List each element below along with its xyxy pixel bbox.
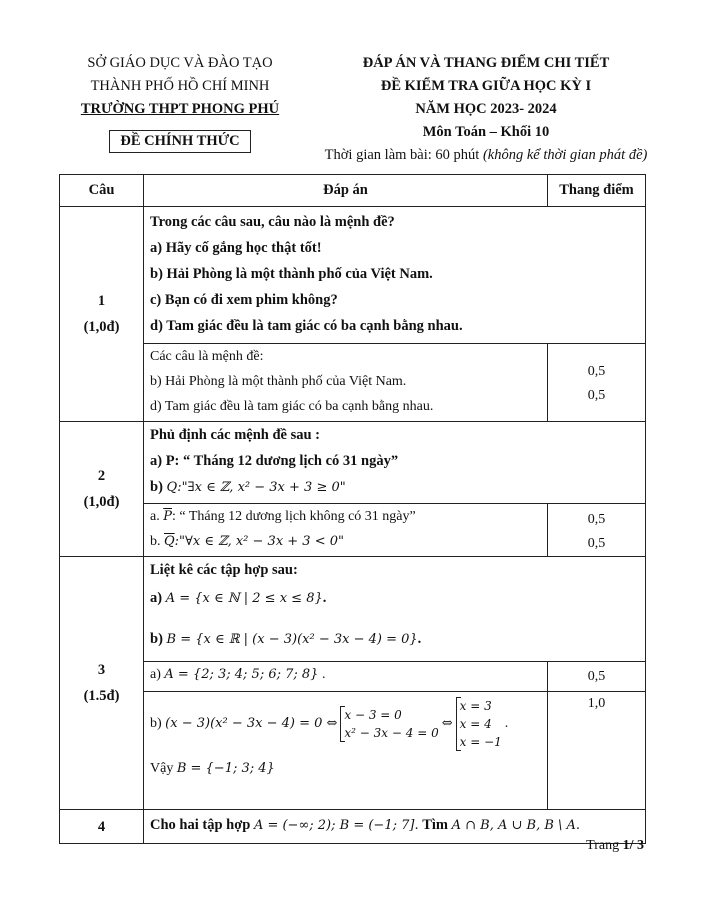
score-value: 0,5 bbox=[587, 364, 606, 379]
item-b: b) B = {x ∈ ℝ | (x − 3)(x² − 3x − 4) = 0}. bbox=[150, 631, 422, 647]
table-row bbox=[60, 504, 646, 557]
prompt-math: A = (−∞; 2); B = (−1; 7]. bbox=[253, 818, 419, 833]
option-d: d) Tam giác đều là tam giác có ba cạnh bằng nhau. bbox=[150, 318, 463, 334]
item-math: Q:"∃x ∈ ℤ, x² − 3x + 3 ≥ 0" bbox=[166, 480, 346, 495]
system-line: x² − 3x − 4 = 0 bbox=[344, 726, 439, 740]
question-3-score-b: 1,0 bbox=[548, 692, 646, 810]
question-4-cell bbox=[60, 810, 144, 844]
item-label: b) bbox=[150, 631, 163, 647]
question-number: 2 bbox=[97, 468, 106, 484]
answer-line: Các câu là mệnh đề: bbox=[150, 349, 264, 364]
header-question: Câu bbox=[60, 175, 144, 207]
city-name: THÀNH PHỐ HỒ CHÍ MINH bbox=[90, 78, 270, 94]
conclusion bbox=[144, 756, 547, 781]
answer-text: : “ Tháng 12 dương lịch không có 31 ngày” bbox=[171, 509, 416, 524]
system-line: x = −1 bbox=[459, 735, 502, 749]
prompt-text: Trong các câu sau, câu nào là mệnh đề? bbox=[150, 214, 395, 230]
item-label: a) bbox=[150, 590, 163, 606]
question-1-scores bbox=[548, 344, 646, 422]
option-b: b) Hải Phòng là một thành phố của Việt Nam. bbox=[150, 266, 433, 282]
question-3-answer-b bbox=[144, 692, 548, 810]
option-a: a) Hãy cố gắng học thật tốt! bbox=[150, 240, 322, 256]
header-right bbox=[296, 52, 676, 167]
question-3-score-a: 0,5 bbox=[548, 662, 646, 692]
answer-table bbox=[59, 174, 646, 844]
header-left bbox=[60, 52, 300, 153]
question-number: 4 bbox=[97, 818, 106, 835]
official-exam-badge: ĐỀ CHÍNH THỨC bbox=[109, 130, 250, 153]
header-score: Thang điểm bbox=[548, 175, 646, 207]
item-math: B = {x ∈ ℝ | (x − 3)(x² − 3x − 4) = 0} bbox=[166, 632, 418, 647]
answer-label: a) bbox=[150, 667, 161, 682]
question-3-answer-a bbox=[144, 662, 548, 692]
question-points: (1,0đ) bbox=[83, 494, 120, 510]
page-number: 1/ 3 bbox=[622, 838, 644, 853]
question-number: 3 bbox=[97, 662, 106, 678]
find-math: A ∩ B, A ∪ B, B \ A. bbox=[451, 818, 581, 833]
doc-title: ĐÁP ÁN VÀ THANG ĐIỂM CHI TIẾT bbox=[362, 55, 610, 71]
negation-var: $\overline{Q}$ bbox=[164, 534, 175, 549]
answer-label: b) bbox=[150, 716, 162, 731]
school-year: NĂM HỌC 2023- 2024 bbox=[415, 101, 557, 117]
score-value: 0,5 bbox=[587, 388, 606, 403]
prompt-text: Liệt kê các tập hợp sau: bbox=[150, 562, 298, 578]
item-a: a) P: “ Tháng 12 dương lịch có 31 ngày” bbox=[150, 453, 399, 469]
answer-line: b) Hải Phòng là một thành phố của Việt Nam. bbox=[150, 374, 407, 389]
answer-b bbox=[144, 529, 547, 554]
exam-title: ĐỀ KIỂM TRA GIỮA HỌC KỲ I bbox=[380, 78, 592, 94]
answer-equation: (x − 3)(x² − 3x − 4) = 0 ⇔ bbox=[165, 716, 338, 731]
question-number: 1 bbox=[97, 293, 106, 309]
answer-label: b. bbox=[150, 534, 161, 549]
score-value: 0,5 bbox=[587, 512, 606, 527]
equation-system-2 bbox=[456, 697, 502, 751]
item-a: a) A = {x ∈ ℕ | 2 ≤ x ≤ 8}. bbox=[150, 590, 327, 606]
equation-system-1 bbox=[340, 706, 438, 742]
conclusion-math: B = {−1; 3; 4} bbox=[176, 761, 275, 776]
question-2-prompt bbox=[144, 422, 646, 504]
table-row bbox=[60, 810, 646, 844]
answer-line: d) Tam giác đều là tam giác có ba cạnh bằng nhau. bbox=[150, 399, 434, 414]
question-2-scores bbox=[548, 504, 646, 557]
department-name: SỞ GIÁO DỤC VÀ ĐÀO TẠO bbox=[87, 55, 273, 71]
time-label: Thời gian làm bài: 60 phút bbox=[324, 147, 483, 163]
answer-a bbox=[144, 504, 547, 529]
item-math: A = {x ∈ ℕ | 2 ≤ x ≤ 8} bbox=[165, 591, 323, 606]
answer-b: b) (x − 3)(x² − 3x − 4) = 0 ⇔ x − 3 = 0 x² − 3x − 4 = 0 ⇔ x = 3 x = 4 x = −1 . bbox=[144, 696, 547, 752]
table-header-row bbox=[60, 175, 646, 207]
question-points: (1.5đ) bbox=[83, 688, 120, 704]
answer-math: A = {2; 3; 4; 5; 6; 7; 8} bbox=[164, 667, 319, 682]
question-4-prompt bbox=[144, 810, 646, 844]
system-line: x = 3 bbox=[459, 699, 492, 713]
question-3-cell bbox=[60, 557, 144, 810]
table-row bbox=[60, 662, 646, 692]
question-points: (1,0đ) bbox=[83, 319, 120, 335]
score-value: 0,5 bbox=[587, 536, 606, 551]
item-b bbox=[144, 474, 645, 501]
item-label: b) bbox=[150, 479, 163, 495]
question-1-prompt bbox=[144, 207, 646, 344]
prompt-text: Cho hai tập hợp bbox=[150, 817, 251, 833]
question-2-answer bbox=[144, 504, 548, 557]
question-3-prompt bbox=[144, 557, 646, 662]
page-label: Trang bbox=[586, 838, 623, 853]
subject: Môn Toán – Khối 10 bbox=[422, 124, 550, 140]
school-name: TRƯỜNG THPT PHONG PHÚ bbox=[80, 101, 280, 117]
table-row bbox=[60, 207, 646, 344]
question-1-cell bbox=[60, 207, 144, 422]
answer-a: a) A = {2; 3; 4; 5; 6; 7; 8} . bbox=[150, 667, 326, 682]
system-line: x − 3 = 0 bbox=[344, 708, 402, 722]
equivalence-symbol: ⇔ bbox=[441, 716, 453, 731]
table-row bbox=[60, 557, 646, 662]
table-row bbox=[60, 692, 646, 810]
time-info bbox=[296, 144, 676, 167]
header-answer: Đáp án bbox=[144, 175, 548, 207]
answer-label: a. bbox=[150, 509, 160, 524]
find-label: Tìm bbox=[422, 817, 448, 833]
system-line: x = 4 bbox=[459, 717, 492, 731]
table-row bbox=[60, 422, 646, 504]
option-c: c) Bạn có đi xem phim không? bbox=[150, 292, 338, 308]
question-2-cell bbox=[60, 422, 144, 557]
prompt-line bbox=[144, 812, 645, 839]
table-row bbox=[60, 344, 646, 422]
page-footer bbox=[586, 838, 644, 854]
answer-math: :"∀x ∈ ℤ, x² − 3x + 3 < 0" bbox=[174, 534, 344, 549]
prompt-text: Phủ định các mệnh đề sau : bbox=[150, 427, 321, 443]
negation-var: $\overline{P}$ bbox=[163, 509, 172, 524]
conclusion-label: Vậy bbox=[150, 761, 174, 776]
time-note: (không kể thời gian phát đề) bbox=[482, 147, 648, 163]
question-1-answer bbox=[144, 344, 548, 422]
